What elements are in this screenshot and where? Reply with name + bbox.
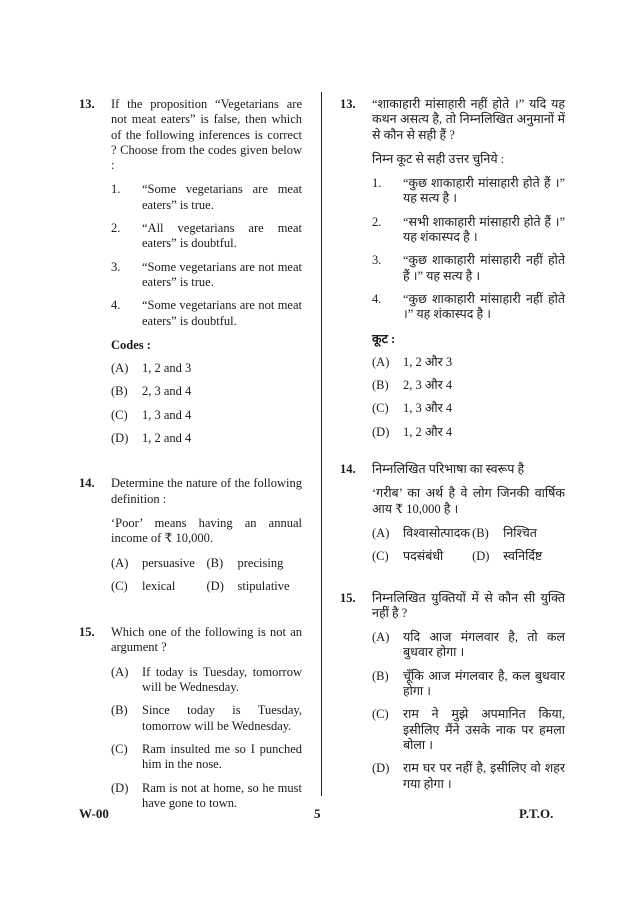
option-text: 2, 3 and 4: [142, 384, 192, 399]
question-number: 13.: [79, 97, 95, 111]
option-letter: (A): [372, 525, 390, 540]
answer-option: [207, 579, 303, 594]
question-stem: निम्नलिखित युक्तियों में से कौन सी युक्ति नहीं है ?: [372, 590, 565, 620]
answer-option: [372, 669, 565, 700]
option-text: stipulative: [237, 578, 290, 593]
answer-option: [111, 384, 302, 399]
option-text: Since today is Tuesday, tomorrow will be Wednesday.: [142, 703, 302, 733]
option-text: यदि आज मंगलवार है, तो कल बुधवार होगा ।: [403, 630, 565, 660]
statement-number: 3.: [372, 253, 382, 268]
answer-option: [372, 630, 565, 661]
option-text: चूँकि आज मंगलवार है, कल बुधवार होगा ।: [403, 668, 565, 699]
option-text: स्वनिर्दिष्ट: [503, 549, 543, 564]
statement-number: 2.: [372, 214, 382, 229]
question-stem: निम्नलिखित परिभाषा का स्वरूप है: [372, 462, 525, 477]
statement-item: [372, 176, 565, 207]
answer-option: [372, 707, 565, 753]
answer-option: [111, 556, 207, 571]
option-letter: (D): [372, 761, 390, 776]
statement-item: [372, 215, 565, 246]
answer-option: [111, 408, 302, 423]
definition-text: ‘गरीब’ का अर्थ है वे लोग जिनकी वार्षिक आय ₹ 10,000 है ।: [372, 486, 565, 516]
option-text: precising: [237, 555, 284, 570]
statement-text: “Some vegetarians are not meat eaters” is doubtful.: [142, 298, 302, 328]
statement-text: “All vegetarians are meat eaters” is doubtful.: [142, 221, 302, 251]
option-text: 1, 2 and 3: [142, 361, 192, 376]
question-13-hi: [340, 97, 565, 440]
option-text: 1, 2 and 4: [142, 431, 192, 446]
question-stem: “शाकाहारी मांसाहारी नहीं होते ।” यदि यह कथन असत्य है, तो निम्नलिखित अनुमानों में से कौन से सही हैं ?: [372, 97, 565, 142]
answer-option: [372, 355, 565, 370]
answer-option: [111, 579, 207, 594]
english-column: [79, 92, 302, 811]
option-text: राम ने मुझे अपमानित किया, इसीलिए मैंने उसके नाक पर हमला बोला ।: [403, 707, 565, 752]
option-text: Ram is not at home, so he must have gone to town.: [142, 780, 302, 810]
answer-option: [372, 425, 565, 440]
answer-option: [207, 556, 303, 571]
answer-option: [472, 526, 565, 541]
statement-text: “Some vegetarians are meat eaters” is true.: [142, 182, 302, 212]
answer-option: [111, 781, 302, 812]
option-letter: (C): [111, 741, 128, 756]
statement-number: 4.: [372, 291, 382, 306]
statement-number: 4.: [111, 298, 121, 313]
option-letter: (D): [472, 549, 490, 564]
option-letter: (C): [372, 549, 389, 564]
statement-text: “सभी शाकाहारी मांसाहारी होते हैं ।” यह शंकास्पद है ।: [403, 214, 565, 245]
option-text: lexical: [142, 578, 176, 593]
option-letter: (C): [372, 401, 389, 416]
answer-option: [372, 378, 565, 393]
answer-option: [111, 665, 302, 696]
option-row: [111, 579, 302, 594]
statement-text: “कुछ शाकाहारी मांसाहारी नहीं होते हैं ।” यह सत्य है ।: [403, 253, 565, 283]
question-number: 14.: [79, 476, 95, 491]
question-14-hi: [340, 462, 565, 564]
option-letter: (C): [111, 578, 128, 593]
answer-option: [372, 401, 565, 416]
statement-number: 3.: [111, 259, 121, 274]
option-row: [372, 526, 565, 541]
option-text: 1, 2 और 3: [403, 354, 453, 369]
option-letter: (C): [372, 707, 389, 722]
option-text: 1, 3 और 4: [403, 401, 453, 416]
question-stem: Determine the nature of the following definition :: [111, 476, 302, 506]
option-text: पदसंबंधी: [403, 549, 444, 564]
page-number: 5: [314, 806, 321, 821]
statement-text: “कुछ शाकाहारी मांसाहारी नहीं होते ।” यह शंकास्पद है ।: [403, 291, 565, 322]
statement-text: “Some vegetarians are not meat eaters” is true.: [142, 259, 302, 289]
hindi-column: [340, 92, 565, 792]
codes-label: कूट :: [372, 331, 396, 346]
statement-number: 2.: [111, 221, 121, 236]
option-letter: (D): [111, 431, 129, 446]
option-letter: (B): [206, 555, 224, 570]
option-letter: (A): [111, 361, 129, 376]
answer-option: [111, 742, 302, 773]
question-15-en: [79, 625, 302, 811]
answer-option: [372, 526, 472, 541]
option-letter: (D): [206, 578, 224, 593]
statement-number: 1.: [372, 176, 382, 191]
option-text: विश्वासोत्पादक: [403, 525, 470, 540]
option-letter: (D): [372, 424, 390, 439]
instruction-text: निम्न कूट से सही उत्तर चुनिये :: [372, 151, 505, 166]
option-text: निश्चित: [503, 525, 537, 540]
option-text: 2, 3 और 4: [403, 378, 453, 393]
statement-text: “कुछ शाकाहारी मांसाहारी होते हैं ।” यह सत्य है ।: [403, 176, 565, 206]
question-15-hi: [340, 591, 565, 792]
answer-option: [372, 761, 565, 792]
statement-item: [111, 221, 302, 252]
option-letter: (B): [372, 378, 389, 393]
answer-option: [372, 549, 472, 564]
option-row: [111, 556, 302, 571]
answer-option: [111, 431, 302, 446]
option-letter: (B): [372, 668, 389, 683]
option-text: 1, 2 और 4: [403, 424, 453, 439]
answer-option: [111, 361, 302, 376]
option-text: Ram insulted me so I punched him in the nose.: [142, 741, 302, 772]
column-divider: [321, 92, 322, 796]
option-letter: (B): [472, 525, 489, 540]
question-13-en: [79, 97, 302, 446]
pto-label: P.T.O.: [519, 806, 554, 821]
codes-label: Codes :: [111, 337, 151, 352]
statement-number: 1.: [111, 182, 121, 197]
question-number: 13.: [340, 97, 356, 111]
option-row: [372, 549, 565, 564]
option-text: राम घर पर नहीं है, इसीलिए वो शहर गया होगा ।: [403, 761, 565, 791]
option-letter: (D): [111, 780, 129, 795]
answer-option: [472, 549, 565, 564]
question-number: 15.: [340, 590, 356, 605]
statement-item: [111, 260, 302, 291]
answer-option: [111, 703, 302, 734]
option-text: 1, 3 and 4: [142, 407, 192, 422]
option-letter: (B): [111, 703, 128, 718]
option-letter: (A): [111, 555, 129, 570]
question-number: 15.: [79, 625, 95, 640]
question-14-en: [79, 476, 302, 594]
option-letter: (B): [111, 384, 128, 399]
question-number: 14.: [340, 462, 356, 477]
option-letter: (C): [111, 407, 128, 422]
paper-code: W-00: [79, 806, 109, 821]
statement-item: [111, 298, 302, 329]
statement-item: [372, 292, 565, 323]
question-stem: Which one of the following is not an argument ?: [111, 625, 302, 655]
statement-item: [372, 253, 565, 284]
question-stem: If the proposition “Vegetarians are not meat eaters” is false, then which of the following inferences is correct ? Choose from the codes given below :: [111, 97, 302, 173]
definition-text: ‘Poor’ means having an annual income of ₹ 10,000.: [111, 515, 302, 546]
option-text: persuasive: [142, 555, 195, 570]
option-text: If today is Tuesday, tomorrow will be Wednesday.: [142, 664, 302, 695]
statement-item: [111, 182, 302, 213]
option-letter: (A): [111, 664, 129, 679]
option-letter: (A): [372, 354, 390, 369]
option-letter: (A): [372, 630, 390, 645]
